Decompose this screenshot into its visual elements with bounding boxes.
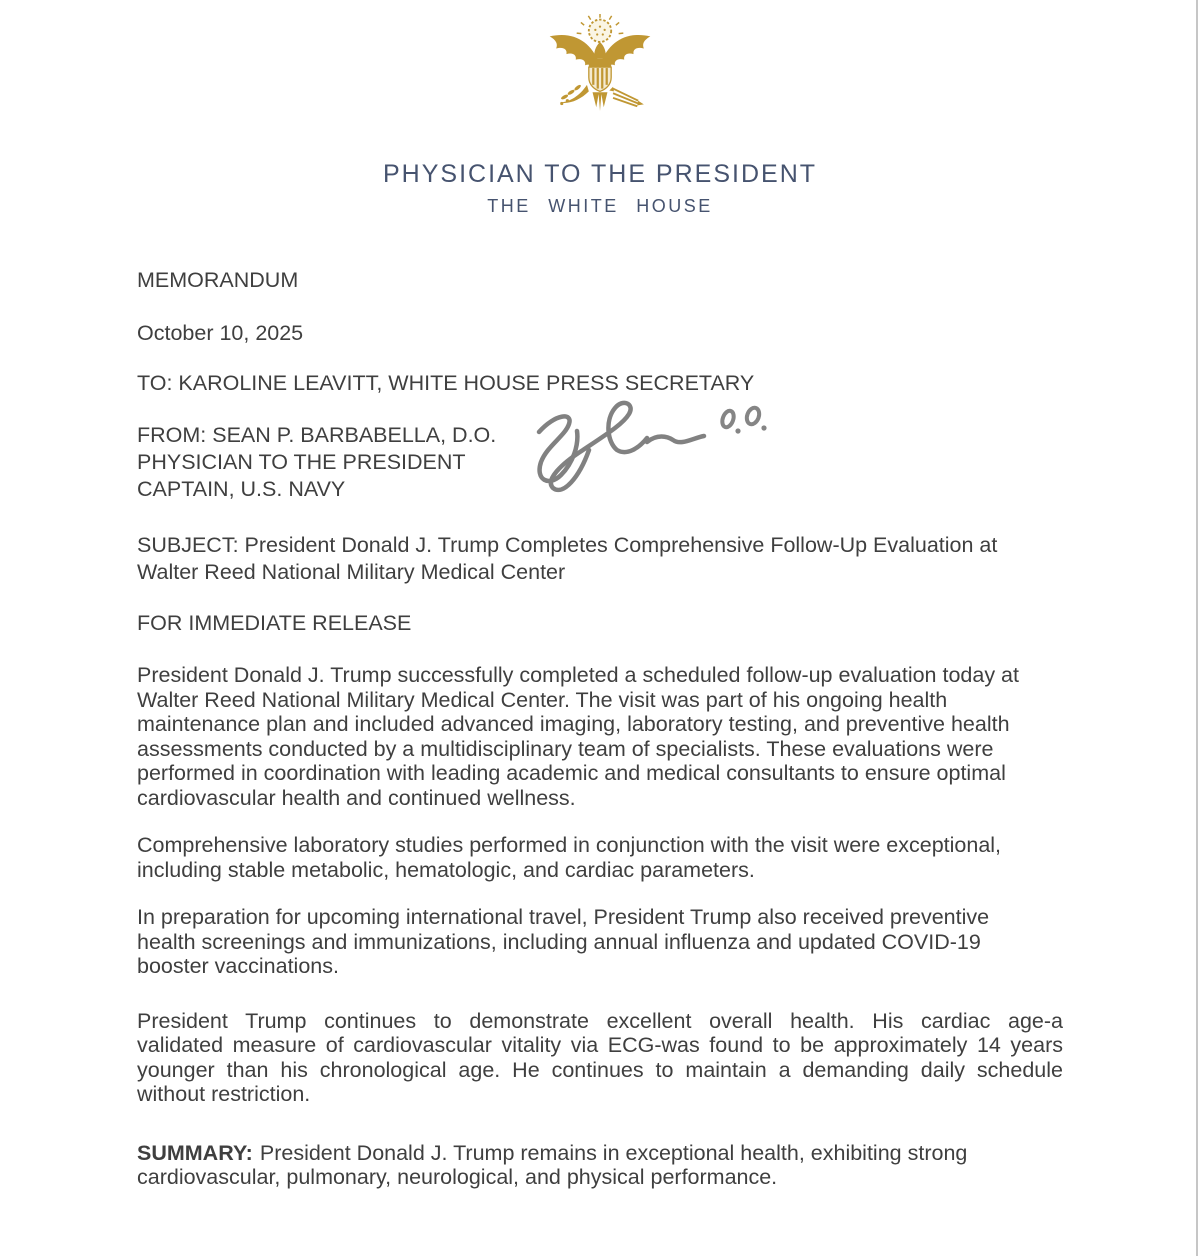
letterhead-subtitle: THE WHITE HOUSE: [487, 196, 713, 216]
paragraph-line: maintenance plan and included advanced imaging, laboratory testing, and preventive health: [137, 712, 1010, 736]
memo-date: October 10, 2025: [137, 321, 304, 345]
paragraph-line: President Donald J. Trump successfully completed a scheduled follow-up evaluation today at: [137, 663, 1019, 687]
paragraph-line: younger than his chronological age. He continues to maintain a demanding daily schedule: [137, 1057, 1063, 1082]
memo-from-rank-line: CAPTAIN, U.S. NAVY: [137, 477, 346, 501]
paragraph-line: performed in coordination with leading academic and medical consultants to ensure optimal: [137, 761, 1006, 785]
summary-text: President Donald J. Trump remains in exceptional health, exhibiting strong: [259, 1140, 968, 1165]
memo-heading: MEMORANDUM: [137, 268, 299, 292]
memo-release-line: FOR IMMEDIATE RELEASE: [137, 611, 412, 635]
paragraph-line: Comprehensive laboratory studies performed in conjunction with the visit were exceptional,: [137, 833, 1002, 857]
paragraph-line: validated measure of cardiovascular vitality via ECG-was found to be approximately 14 years: [137, 1033, 1063, 1057]
memo-from-title-line: PHYSICIAN TO THE PRESIDENT: [137, 450, 466, 474]
letterhead-title: PHYSICIAN TO THE PRESIDENT: [382, 160, 818, 188]
memo-from-line: FROM: SEAN P. BARBABELLA, D.O.: [137, 423, 497, 447]
presidential-eagle-icon: [544, 14, 656, 124]
paragraph-line: In preparation for upcoming international travel, President Trump also received preventive: [137, 905, 990, 929]
paragraph-line: President Trump continues to demonstrate excellent overall health. His cardiac age-a: [137, 1008, 1063, 1033]
summary-first-line: [137, 1141, 1063, 1166]
letterhead: [0, 0, 1200, 216]
memo-from-block: [137, 422, 1063, 503]
memo-subject-line: Walter Reed National Military Medical Center: [137, 560, 566, 584]
paragraph: [137, 663, 1063, 810]
paragraph-line: assessments conducted by a multidisciplinary team of specialists. These evaluations were: [137, 736, 994, 761]
paragraph: [137, 905, 1063, 979]
paragraph: [137, 1009, 1063, 1107]
paragraph-line: including stable metabolic, hematologic, and cardiac parameters.: [137, 857, 755, 882]
summary-label: SUMMARY:: [137, 1140, 253, 1165]
summary-second-line: cardiovascular, pulmonary, neurological, and physical performance.: [137, 1165, 778, 1189]
memo-to-line: TO: KAROLINE LEAVITT, WHITE HOUSE PRESS SECRETARY: [137, 371, 755, 395]
memo-subject-block: [137, 532, 1063, 586]
paragraph-line: booster vaccinations.: [137, 954, 339, 978]
paragraph-line: cardiovascular health and continued wellness.: [137, 785, 576, 810]
paragraph-line: health screenings and immunizations, including annual influenza and updated COVID-19: [137, 929, 981, 954]
paragraph-line: without restriction.: [137, 1082, 311, 1106]
memo-content: [137, 267, 1063, 1190]
paragraph-line: Walter Reed National Military Medical Center. The visit was part of his ongoing health: [137, 687, 948, 712]
summary-paragraph: [137, 1141, 1063, 1190]
paragraph: [137, 833, 1063, 882]
memo-subject-line: SUBJECT: President Donald J. Trump Completes Comprehensive Follow-Up Evaluation at: [137, 533, 998, 557]
